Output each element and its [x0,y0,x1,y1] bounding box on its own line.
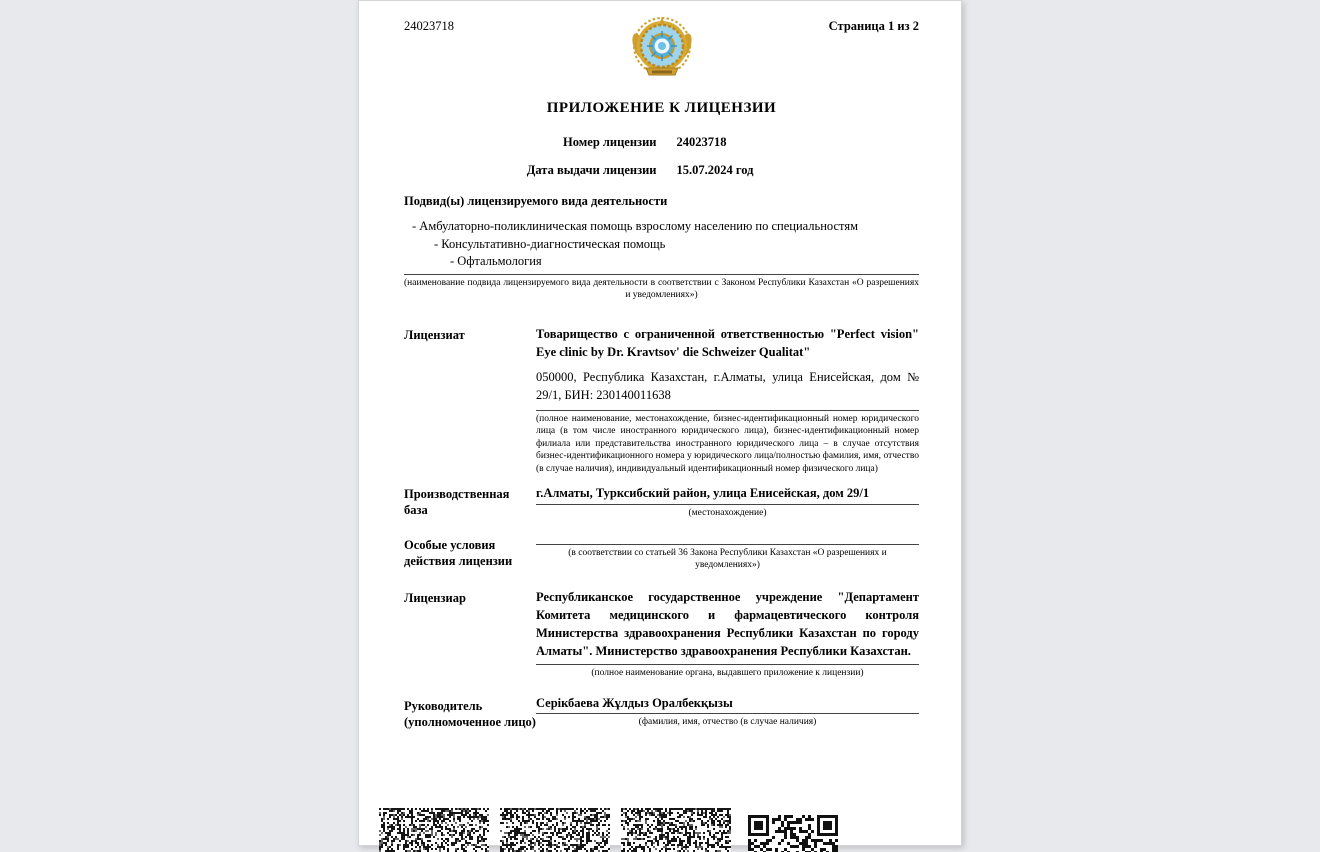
datamatrix-barcode-3 [621,808,731,852]
licensor-value: Республиканское государственное учреждение "Департамент Комитета медицинского и фармацевтического контроля Министерства здравоохранения Республики Казахстан по городу Алматы". Министерство здравоохранения Республики Казахстан. [536,589,919,658]
licensee-note: (полное наименование, местонахождение, бизнес-идентификационный номер юридического лица (в том числе иностранного юридического лица), бизнес-идентификационный номер филиала или представительства иностранного юридического лица – в случае отсутствия бизнес-идентификационного номера у юридического лица/полностью фамилия, имя, отчество (в случае наличия), индивидуальный идентификационный номер физического лица) [536,410,919,476]
document-header [404,15,919,85]
production-base-note: (местонахождение) [688,508,767,518]
head-person-label-line2: (уполномоченное лицо) [404,715,536,729]
qr-code [748,815,838,852]
license-number-label: Номер лицензии [563,135,657,149]
special-conditions-section [404,535,919,572]
special-conditions-note: (в соответствии со статьей 36 Закона Республики Казахстан «О разрешениях и уведомлениях») [536,544,919,572]
license-number-value: 24023718 [676,135,727,149]
document-number: 24023718 [404,19,454,33]
subtypes-list [404,218,919,271]
subtype-item: - Консультативно-диагностическая помощь [434,236,666,251]
subtype-item: - Офтальмология [450,254,542,268]
production-base-section [404,484,919,520]
licensee-name: Товарищество с ограниченной ответственностью "Perfect vision" Eye clinic by Dr. Kravtsov' die Schweizer Qualitat" [536,326,919,359]
subtypes-heading: Подвид(ы) лицензируемого вида деятельности [404,194,668,208]
licensor-label: Лицензиар [404,590,466,605]
special-conditions-label-line2: действия лицензии [404,553,513,568]
production-base-label: Производственная база [404,487,510,517]
license-date-row [404,162,919,179]
subtypes-note: (наименование подвида лицензируемого вида деятельности в соответствии с Законом Республики Казахстан «О разрешениях и уведомлениях») [404,274,919,302]
datamatrix-barcode-1 [379,808,489,852]
licensee-label: Лицензиат [404,327,465,342]
head-person-note: (фамилия, имя, отчество (в случае наличия) [638,717,817,727]
licensee-address: 050000, Республика Казахстан, г.Алматы, улица Енисейская, дом № 29/1, БИН: 230140011638 [536,369,919,402]
head-person-value: Серікбаева Жұлдыз Оралбекқызы [536,696,919,714]
document-title: ПРИЛОЖЕНИЕ К ЛИЦЕНЗИИ [546,100,777,116]
subtype-item: - Амбулаторно-поликлиническая помощь взрослому населению по специальностям [412,219,858,233]
production-base-value: г.Алматы, Турксибский район, улица Енисейская, дом 29/1 [536,484,919,505]
licensor-note: (полное наименование органа, выдавшего приложение к лицензии) [536,664,919,680]
head-person-section [404,696,919,730]
license-number-row [404,134,919,151]
page-indicator: Страница 1 из 2 [828,19,919,33]
license-date-value: 15.07.2024 год [676,163,754,177]
license-date-label: Дата выдачи лицензии [526,163,657,177]
licensor-section [404,588,919,680]
head-person-label-line1: Руководитель [404,699,483,713]
barcode-row [379,808,919,852]
special-conditions-label-line1: Особые условия [404,537,496,552]
license-document-page [358,0,962,846]
kazakhstan-emblem-icon [628,15,696,83]
licensee-section [404,325,919,476]
datamatrix-barcode-2 [500,808,610,852]
